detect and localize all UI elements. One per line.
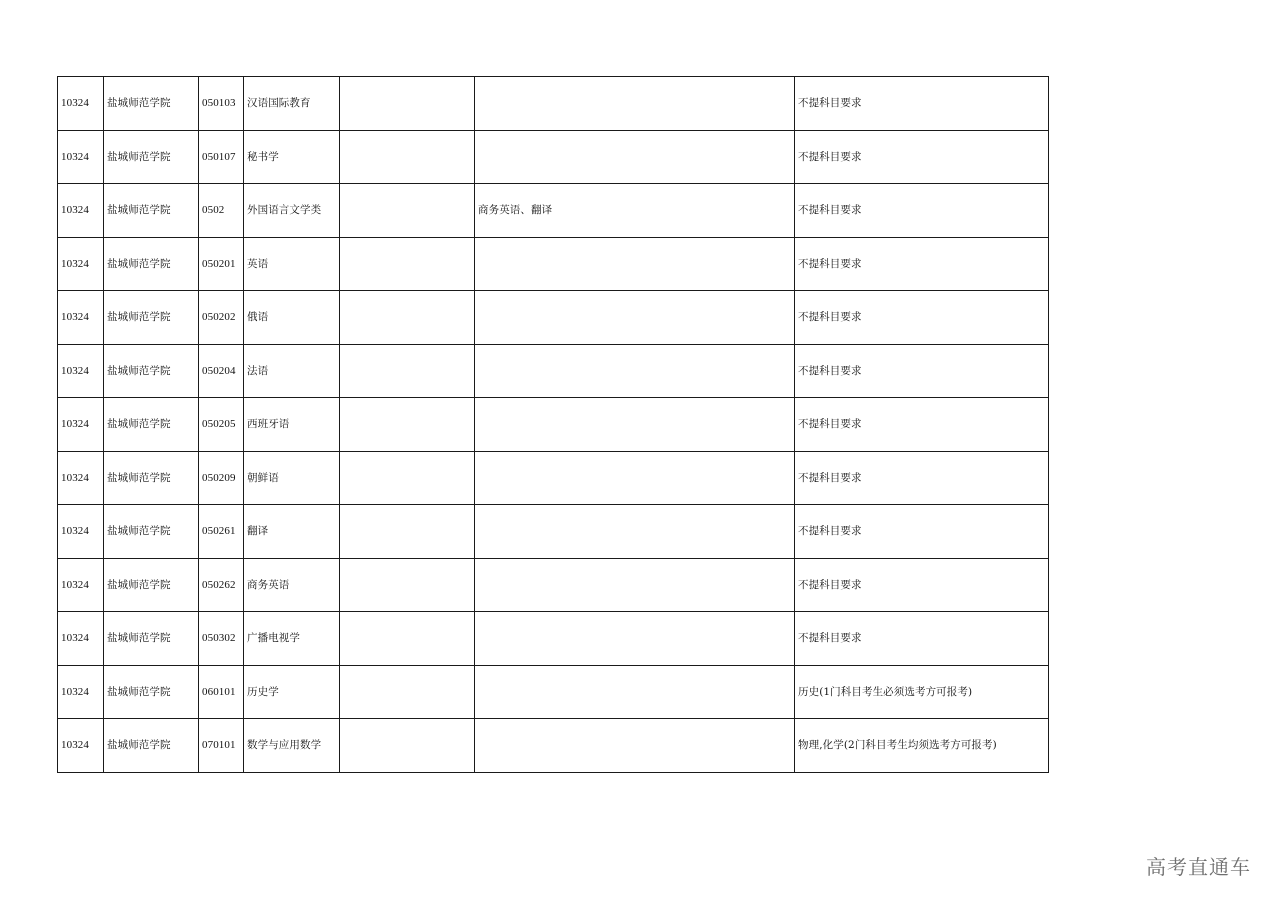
school-code-cell: 10324 bbox=[58, 291, 104, 345]
major-code-cell: 050302 bbox=[199, 612, 244, 666]
school-code-cell: 10324 bbox=[58, 451, 104, 505]
school-code-cell: 10324 bbox=[58, 77, 104, 131]
table-row bbox=[58, 398, 1049, 452]
empty-cell bbox=[340, 184, 475, 238]
empty-cell bbox=[340, 77, 475, 131]
major-code-cell: 050205 bbox=[199, 398, 244, 452]
school-code-cell: 10324 bbox=[58, 398, 104, 452]
table-row bbox=[58, 558, 1049, 612]
directions-cell bbox=[475, 665, 795, 719]
directions-cell bbox=[475, 77, 795, 131]
school-name-cell: 盐城师范学院 bbox=[104, 719, 199, 773]
empty-cell bbox=[340, 665, 475, 719]
table-row bbox=[58, 612, 1049, 666]
school-code-cell: 10324 bbox=[58, 665, 104, 719]
subject-requirement-cell: 不提科目要求 bbox=[795, 291, 1049, 345]
school-name-cell: 盐城师范学院 bbox=[104, 237, 199, 291]
major-name-cell: 广播电视学 bbox=[244, 612, 340, 666]
empty-cell bbox=[340, 130, 475, 184]
directions-cell bbox=[475, 398, 795, 452]
empty-cell bbox=[340, 451, 475, 505]
watermark-text: 高考直通车 bbox=[1146, 855, 1251, 879]
subject-requirement-cell: 不提科目要求 bbox=[795, 612, 1049, 666]
table-row bbox=[58, 237, 1049, 291]
major-code-cell: 050209 bbox=[199, 451, 244, 505]
school-code-cell: 10324 bbox=[58, 612, 104, 666]
empty-cell bbox=[340, 505, 475, 559]
empty-cell bbox=[340, 398, 475, 452]
school-name-cell: 盐城师范学院 bbox=[104, 291, 199, 345]
directions-cell bbox=[475, 130, 795, 184]
table-row bbox=[58, 344, 1049, 398]
major-name-cell: 英语 bbox=[244, 237, 340, 291]
school-code-cell: 10324 bbox=[58, 719, 104, 773]
empty-cell bbox=[340, 558, 475, 612]
directions-cell bbox=[475, 344, 795, 398]
major-name-cell: 秘书学 bbox=[244, 130, 340, 184]
empty-cell bbox=[340, 291, 475, 345]
major-name-cell: 历史学 bbox=[244, 665, 340, 719]
directions-cell bbox=[475, 505, 795, 559]
major-code-cell: 060101 bbox=[199, 665, 244, 719]
subject-requirement-cell: 不提科目要求 bbox=[795, 451, 1049, 505]
school-name-cell: 盐城师范学院 bbox=[104, 505, 199, 559]
subject-requirement-cell: 不提科目要求 bbox=[795, 344, 1049, 398]
major-code-cell: 070101 bbox=[199, 719, 244, 773]
school-name-cell: 盐城师范学院 bbox=[104, 77, 199, 131]
major-name-cell: 俄语 bbox=[244, 291, 340, 345]
school-name-cell: 盐城师范学院 bbox=[104, 665, 199, 719]
directions-cell bbox=[475, 719, 795, 773]
school-code-cell: 10324 bbox=[58, 237, 104, 291]
directions-cell bbox=[475, 612, 795, 666]
table-row bbox=[58, 291, 1049, 345]
school-name-cell: 盐城师范学院 bbox=[104, 398, 199, 452]
major-code-cell: 0502 bbox=[199, 184, 244, 238]
empty-cell bbox=[340, 612, 475, 666]
major-name-cell: 翻译 bbox=[244, 505, 340, 559]
school-code-cell: 10324 bbox=[58, 130, 104, 184]
table-row bbox=[58, 184, 1049, 238]
major-code-cell: 050204 bbox=[199, 344, 244, 398]
empty-cell bbox=[340, 237, 475, 291]
subject-requirement-cell: 不提科目要求 bbox=[795, 558, 1049, 612]
major-code-cell: 050202 bbox=[199, 291, 244, 345]
school-name-cell: 盐城师范学院 bbox=[104, 130, 199, 184]
school-name-cell: 盐城师范学院 bbox=[104, 451, 199, 505]
table-body bbox=[58, 77, 1049, 773]
directions-cell bbox=[475, 237, 795, 291]
subject-requirement-cell: 不提科目要求 bbox=[795, 130, 1049, 184]
major-code-cell: 050107 bbox=[199, 130, 244, 184]
table-row bbox=[58, 719, 1049, 773]
major-code-cell: 050261 bbox=[199, 505, 244, 559]
major-name-cell: 法语 bbox=[244, 344, 340, 398]
school-code-cell: 10324 bbox=[58, 184, 104, 238]
directions-cell bbox=[475, 291, 795, 345]
table-row bbox=[58, 665, 1049, 719]
major-name-cell: 外国语言文学类 bbox=[244, 184, 340, 238]
directions-cell bbox=[475, 451, 795, 505]
subject-requirement-cell: 历史(1门科目考生必须选考方可报考) bbox=[795, 665, 1049, 719]
school-code-cell: 10324 bbox=[58, 505, 104, 559]
school-name-cell: 盐城师范学院 bbox=[104, 184, 199, 238]
school-name-cell: 盐城师范学院 bbox=[104, 612, 199, 666]
school-name-cell: 盐城师范学院 bbox=[104, 344, 199, 398]
school-name-cell: 盐城师范学院 bbox=[104, 558, 199, 612]
subject-requirement-cell: 物理,化学(2门科目考生均须选考方可报考) bbox=[795, 719, 1049, 773]
major-name-cell: 汉语国际教育 bbox=[244, 77, 340, 131]
major-code-cell: 050103 bbox=[199, 77, 244, 131]
subject-requirement-cell: 不提科目要求 bbox=[795, 237, 1049, 291]
subject-requirement-cell: 不提科目要求 bbox=[795, 77, 1049, 131]
school-code-cell: 10324 bbox=[58, 558, 104, 612]
school-code-cell: 10324 bbox=[58, 344, 104, 398]
subject-requirement-cell: 不提科目要求 bbox=[795, 505, 1049, 559]
empty-cell bbox=[340, 344, 475, 398]
directions-cell bbox=[475, 558, 795, 612]
major-code-cell: 050201 bbox=[199, 237, 244, 291]
major-name-cell: 朝鲜语 bbox=[244, 451, 340, 505]
major-code-cell: 050262 bbox=[199, 558, 244, 612]
major-name-cell: 商务英语 bbox=[244, 558, 340, 612]
table-row bbox=[58, 130, 1049, 184]
major-name-cell: 数学与应用数学 bbox=[244, 719, 340, 773]
table-row bbox=[58, 77, 1049, 131]
subject-requirement-cell: 不提科目要求 bbox=[795, 184, 1049, 238]
subject-requirements-table bbox=[57, 76, 1049, 773]
table-row bbox=[58, 451, 1049, 505]
empty-cell bbox=[340, 719, 475, 773]
subject-requirement-cell: 不提科目要求 bbox=[795, 398, 1049, 452]
major-name-cell: 西班牙语 bbox=[244, 398, 340, 452]
table-row bbox=[58, 505, 1049, 559]
directions-cell: 商务英语、翻译 bbox=[475, 184, 795, 238]
